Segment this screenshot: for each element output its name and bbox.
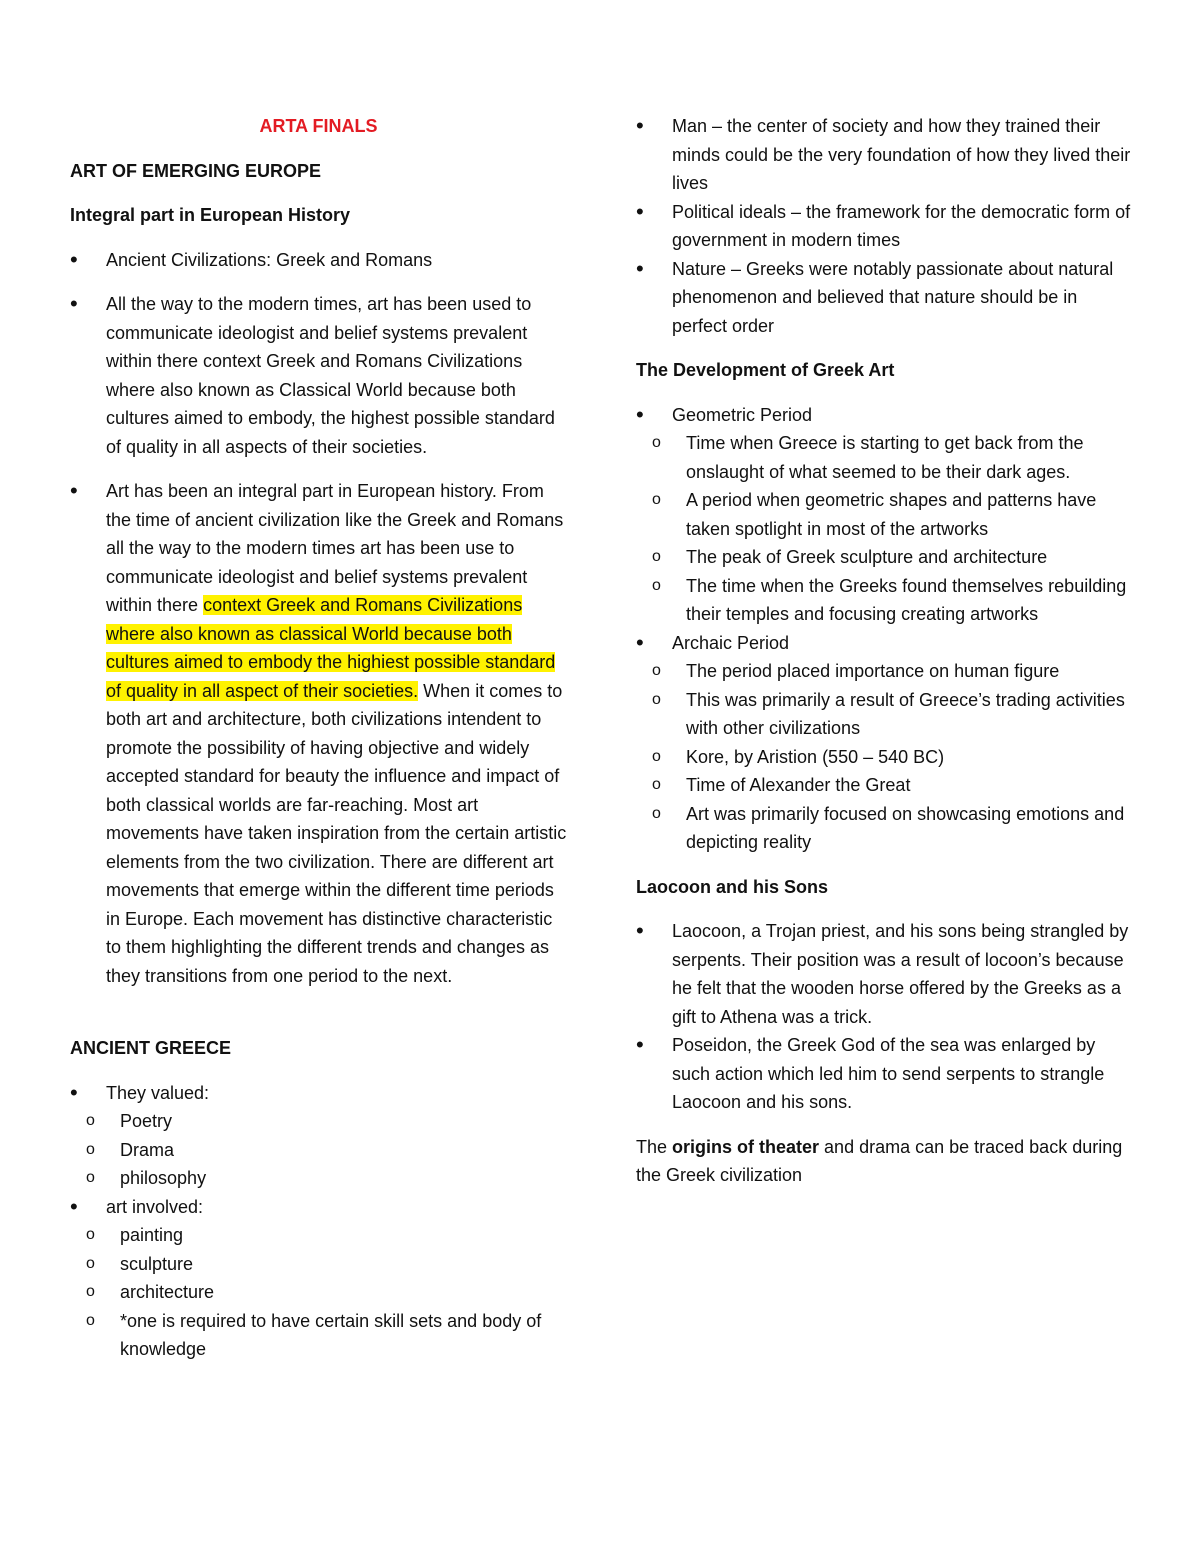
paragraph-text: The [636, 1136, 673, 1157]
sub-list-item: o *one is required to have certain skill sets and body of knowledge [70, 1307, 570, 1364]
list-item-archaic [636, 629, 1131, 857]
sub-list-item: o painting [70, 1221, 570, 1250]
bold-text: origins of theater [672, 1136, 820, 1157]
heading-integral-part: Integral part in European History [70, 205, 351, 225]
sub-list-item: o The period placed importance on human figure [638, 657, 1131, 686]
heading-ancient-greece: ANCIENT GREECE [70, 1038, 232, 1058]
paragraph-text: When it comes to both art and architecture, both civilizations intendent to promote the possibility of having objective and widely accepted standard for beauty the influence and impact of both classical worlds are far-reaching. Most art movements have taken inspiration from the certain artistic elements from the two civilization. There are different art movements that emerge within the different time periods in Europe. Each movement has distinctive characteristic to them highlighting the different trends and changes as they transitions from one period to the next. [106, 680, 567, 986]
list-item: • art involved: [70, 1193, 570, 1222]
paragraph-text: and drama can be traced back during the Greek civilization [636, 1136, 1123, 1185]
list-item: • Ancient Civilizations: Greek and Romans [70, 246, 570, 275]
list-item: • Poseidon, the Greek God of the sea was enlarged by such action which led him to send serpents to strangle Laocoon and his sons. [636, 1031, 1131, 1117]
sub-list-item: o Drama [70, 1136, 570, 1165]
right-column [636, 112, 1131, 1190]
bullet-list [636, 112, 1131, 340]
list-item: • Laocoon, a Trojan priest, and his sons being strangled by serpents. Their position was a result of locoon’s because he felt that the wooden horse offered by the Greeks as a gift to Athena was a trick. [636, 917, 1131, 1031]
document-title: ARTA FINALS [259, 116, 378, 136]
list-item: • Nature – Greeks were notably passionate about natural phenomenon and believed that nature should be in perfect order [636, 255, 1131, 341]
bullet-list [70, 1079, 570, 1108]
sub-list [70, 1221, 570, 1364]
sub-list-item: o Time of Alexander the Great [638, 771, 1131, 800]
list-item-label: Geometric Period [672, 404, 813, 425]
list-item: • They valued: [70, 1079, 570, 1108]
bullet-list [70, 246, 570, 991]
paragraph-text: Art has been an integral part in European history. From the time of ancient civilization like the Greek and Romans all the way to the modern times art has been use to communicate ideologist and belief systems prevalent within there [106, 481, 564, 615]
heading-art-of-emerging-europe: ART OF EMERGING EUROPE [70, 160, 322, 181]
heading-laocoon: Laocoon and his Sons [636, 876, 829, 897]
sub-list-item: o Art was primarily focused on showcasing emotions and depicting reality [638, 800, 1131, 857]
list-item-geometric [636, 401, 1131, 629]
sub-list-item: o A period when geometric shapes and patterns have taken spotlight in most of the artworks [638, 486, 1131, 543]
sub-list-item: o philosophy [70, 1164, 570, 1193]
sub-list [70, 1107, 570, 1193]
bullet-list [636, 401, 1131, 857]
sub-list-item: o The time when the Greeks found themselves rebuilding their temples and focusing creating artworks [638, 572, 1131, 629]
highlighted-text: context Greek and Romans Civilizations where also known as classical World because both cultures aimed to embody the highiest possible standard of quality in all aspect of their societies. [106, 595, 556, 701]
closing-paragraph [636, 1133, 1131, 1190]
sub-list-item: o The peak of Greek sculpture and architecture [638, 543, 1131, 572]
list-item-label: Archaic Period [672, 632, 790, 653]
list-item: • All the way to the modern times, art has been used to communicate ideologist and belief systems prevalent within there context Greek and Romans Civilizations where also known as Classical World because both cultures aimed to embody, the highest possible standard of quality in all aspects of their societies. [70, 290, 570, 461]
sub-list [672, 429, 1131, 629]
sub-list-item: o Time when Greece is starting to get back from the onslaught of what seemed to be their dark ages. [638, 429, 1131, 486]
sub-list-item: o Kore, by Aristion (550 – 540 BC) [638, 743, 1131, 772]
sub-list-item: o architecture [70, 1278, 570, 1307]
list-item: • Man – the center of society and how they trained their minds could be the very foundation of how they lived their lives [636, 112, 1131, 198]
sub-list-item: o This was primarily a result of Greece’s trading activities with other civilizations [638, 686, 1131, 743]
left-column [70, 112, 570, 1364]
bullet-list [70, 1193, 570, 1222]
list-item: • Political ideals – the framework for the democratic form of government in modern times [636, 198, 1131, 255]
list-item [70, 477, 570, 990]
sub-list [672, 657, 1131, 857]
bullet-list [636, 917, 1131, 1117]
sub-list-item: o Poetry [70, 1107, 570, 1136]
heading-development-greek-art: The Development of Greek Art [636, 360, 895, 380]
sub-list-item: o sculpture [70, 1250, 570, 1279]
